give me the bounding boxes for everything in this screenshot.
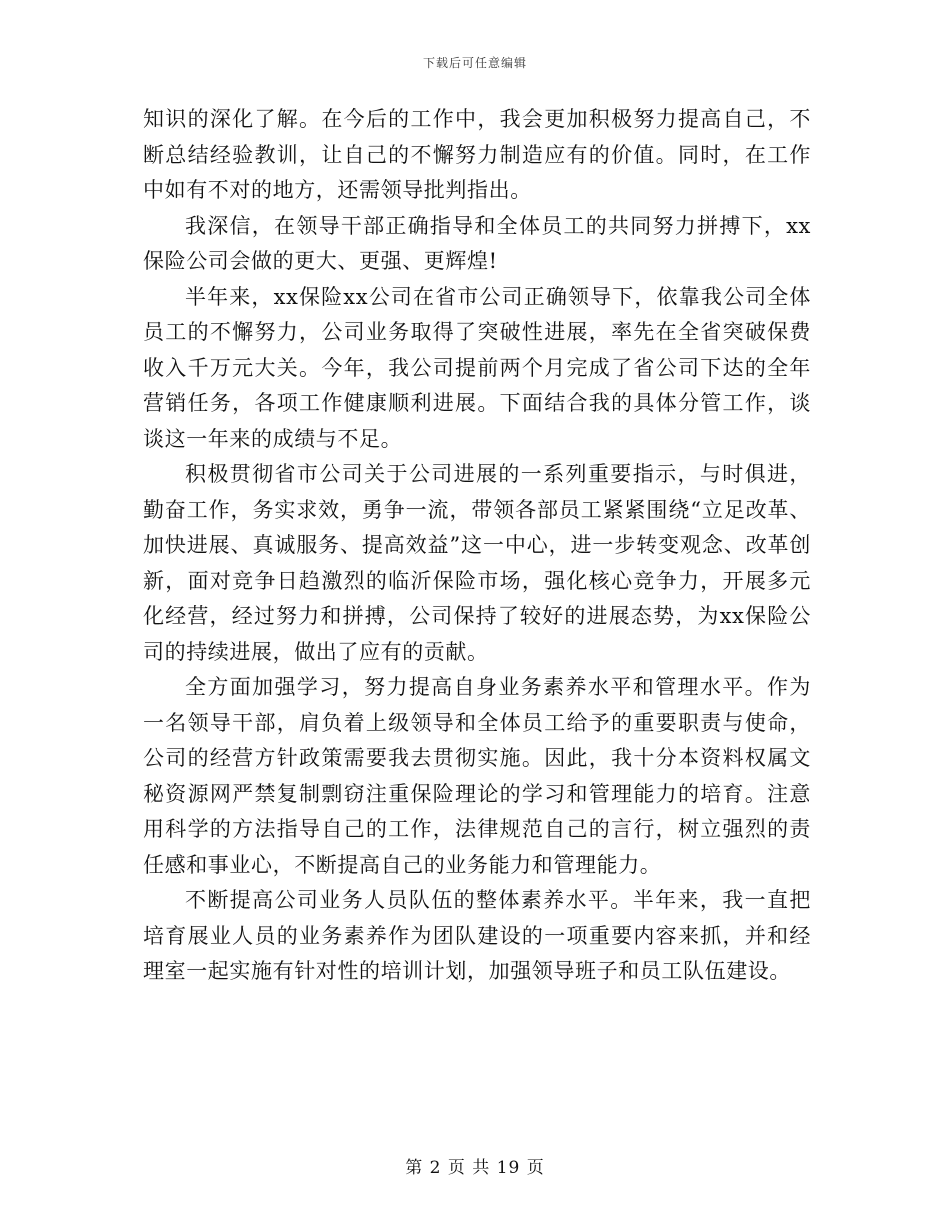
- paragraph-continuation: 知识的深化了解。在今后的工作中，我会更加积极努力提高自己，不断总结经验教训，让自己的不懈努力制造应有的价值。同时，在工作中如有不对的地方，还需领导批判指出。: [143, 107, 811, 202]
- paragraph-belief: 我深信，在领导干部正确指导和全体员工的共同努力拼搏下，xx保险公司会做的更大、更强、更辉煌!: [143, 213, 811, 273]
- document-body: [143, 102, 811, 990]
- page-header: 下载后可任意编辑: [422, 56, 527, 70]
- paragraph-strengthen-learning: 全方面加强学习，努力提高自身业务素养水平和管理水平。作为一名领导干部，肩负着上级领导和全体员工给予的重要职责与使命，公司的经营方针政策需要我去贯彻实施。因此，我十分本资料权属文秘资源网严禁复制剽窃注重保险理论的学习和管理能力的培育。注意用科学的方法指导自己的工作，法律规范自己的言行，树立强烈的责任感和事业心，不断提高自己的业务能力和管理能力。: [143, 675, 811, 877]
- paragraph-implement-directives: 积极贯彻省市公司关于公司进展的一系列重要指示，与时俱进，勤奋工作，务实求效，勇争一流，带领各部员工紧紧围绕“立足改革、加快进展、真诚服务、提高效益”这一中心，进一步转变观念、改革创新，面对竞争日趋激烈的临沂保险市场，强化核心竞争力，开展多元化经营，经过努力和拼搏，公司保持了较好的进展态势，为xx保险公司的持续进展，做出了应有的贡献。: [143, 462, 811, 664]
- paragraph-half-year-review: 半年来，xx保险xx公司在省市公司正确领导下，依靠我公司全体员工的不懈努力，公司业务取得了突破性进展，率先在全省突破保费收入千万元大关。今年，我公司提前两个月完成了省公司下达的全年营销任务，各项工作健康顺利进展。下面结合我的具体分管工作，谈谈这一年来的成绩与不足。: [143, 284, 811, 451]
- paragraph-team-quality: 不断提高公司业务人员队伍的整体素养水平。半年来，我一直把培育展业人员的业务素养作为团队建设的一项重要内容来抓，并和经理室一起实施有针对性的培训计划，加强领导班子和员工队伍建设。: [143, 888, 811, 983]
- page-number: 第 2 页 共 19 页: [405, 1158, 545, 1178]
